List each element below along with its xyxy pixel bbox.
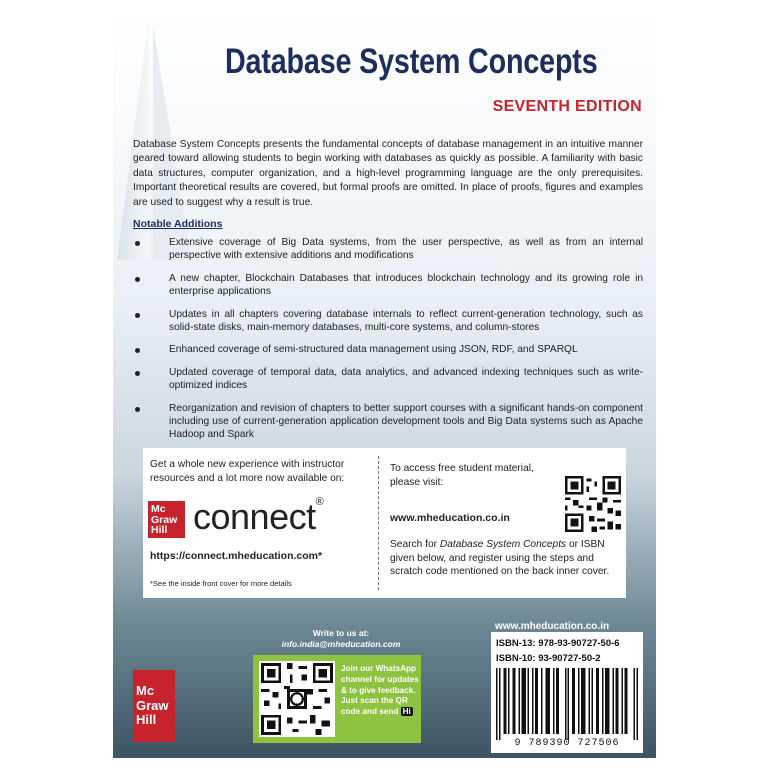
isbn-box <box>491 632 643 753</box>
list-item-text: Updates in all chapters covering database internals to reflect current-generation technology, such as solid-state disks, main-memory databases, multi-core systems, and column-stores <box>169 308 643 334</box>
contact-email[interactable]: info.india@mheducation.com <box>281 639 401 649</box>
search-prefix: Search for <box>390 539 440 550</box>
edition-label: SEVENTH EDITION <box>492 98 642 115</box>
connect-url[interactable]: https://connect.mheducation.com* <box>150 550 323 562</box>
whatsapp-text: Join our WhatsApp channel for updates & to give feedback. Just scan the QR code and send <box>341 664 419 717</box>
qr-code-icon <box>565 476 621 532</box>
bullet-icon <box>135 313 140 318</box>
barcode-number: 9 789390 727506 <box>514 738 620 749</box>
write-to-us <box>273 628 409 650</box>
connect-footnote: *See the inside front cover for more details <box>150 579 292 588</box>
search-title: Database System Concepts <box>439 539 567 550</box>
list-item-text: Reorganization and revision of chapters to better support courses with a significant hands-on component including use of current-generation application development tools and Big Data systems such as Apache Hadoop and Spark <box>169 402 643 441</box>
book-title: Database System Concepts <box>225 42 598 81</box>
student-material-text: To access free student material, please visit: <box>390 463 534 488</box>
list-item <box>133 402 643 442</box>
dashed-divider <box>378 456 379 590</box>
bullet-icon <box>135 407 140 412</box>
list-item <box>133 236 643 263</box>
bullet-icon <box>135 371 140 376</box>
search-instructions <box>390 538 620 579</box>
bullet-icon <box>135 241 140 246</box>
list-item <box>133 366 643 393</box>
book-back-cover <box>113 10 656 758</box>
registered-mark-icon: ® <box>315 496 324 508</box>
search-suffix: or ISBN given below, and register using the steps and scratch code mentioned on the back inner cover. <box>390 539 610 577</box>
list-item-text: Extensive coverage of Big Data systems, from the user perspective, as well as from an internal perspective with extensive additions and modifications <box>169 237 643 262</box>
notable-additions-list <box>133 236 643 442</box>
connect-panel <box>143 448 626 598</box>
notable-additions-heading: Notable Additions <box>133 218 223 230</box>
whatsapp-instructions <box>341 664 419 718</box>
barcode-icon <box>496 668 638 740</box>
list-item <box>133 272 643 299</box>
list-item <box>133 343 643 356</box>
publisher-logo: Mc Graw Hill <box>133 670 175 742</box>
mcgraw-hill-logo: Mc Graw Hill <box>148 501 185 538</box>
list-item-text: Enhanced coverage of semi-structured data management using JSON, RDF, and SPARQL <box>169 344 578 356</box>
list-item-text: A new chapter, Blockchain Databases that introduces blockchain technology and its growing role in enterprise applications <box>169 272 643 298</box>
connect-logo-text: connect <box>193 496 316 537</box>
list-item-text: Updated coverage of temporal data, data analytics, and advanced indexing techniques such as write-optimized indices <box>169 366 643 392</box>
whatsapp-box <box>253 655 421 743</box>
publisher-website[interactable]: www.mheducation.co.in <box>495 621 610 632</box>
isbn-13: ISBN-13: 978-93-90727-50-6 <box>496 638 620 649</box>
connect-intro-text: Get a whole new experience with instructor resources and a lot more now available on: <box>150 459 345 484</box>
write-to-label: Write to us at: <box>312 628 370 638</box>
intro-paragraph: Database System Concepts presents the fundamental concepts of database management in an intuitive manner geared toward allowing students to begin working with databases as quickly as possible. A familiarity with basic data structures, computer organization, and a high-level programming language are the only prerequisites. Important theoretical results are covered, but formal proofs are omitted. In place of proofs, figures and examples are used to suggest why a result is true. <box>133 139 643 208</box>
list-item <box>133 308 643 335</box>
connect-logo <box>193 496 323 538</box>
student-site-url[interactable]: www.mheducation.co.in <box>390 512 510 524</box>
whatsapp-qr-code-icon <box>259 661 335 737</box>
isbn-10: ISBN-10: 93-90727-50-2 <box>496 653 601 664</box>
hi-badge: Hi <box>402 707 411 717</box>
bullet-icon <box>135 348 140 353</box>
bullet-icon <box>135 277 140 282</box>
